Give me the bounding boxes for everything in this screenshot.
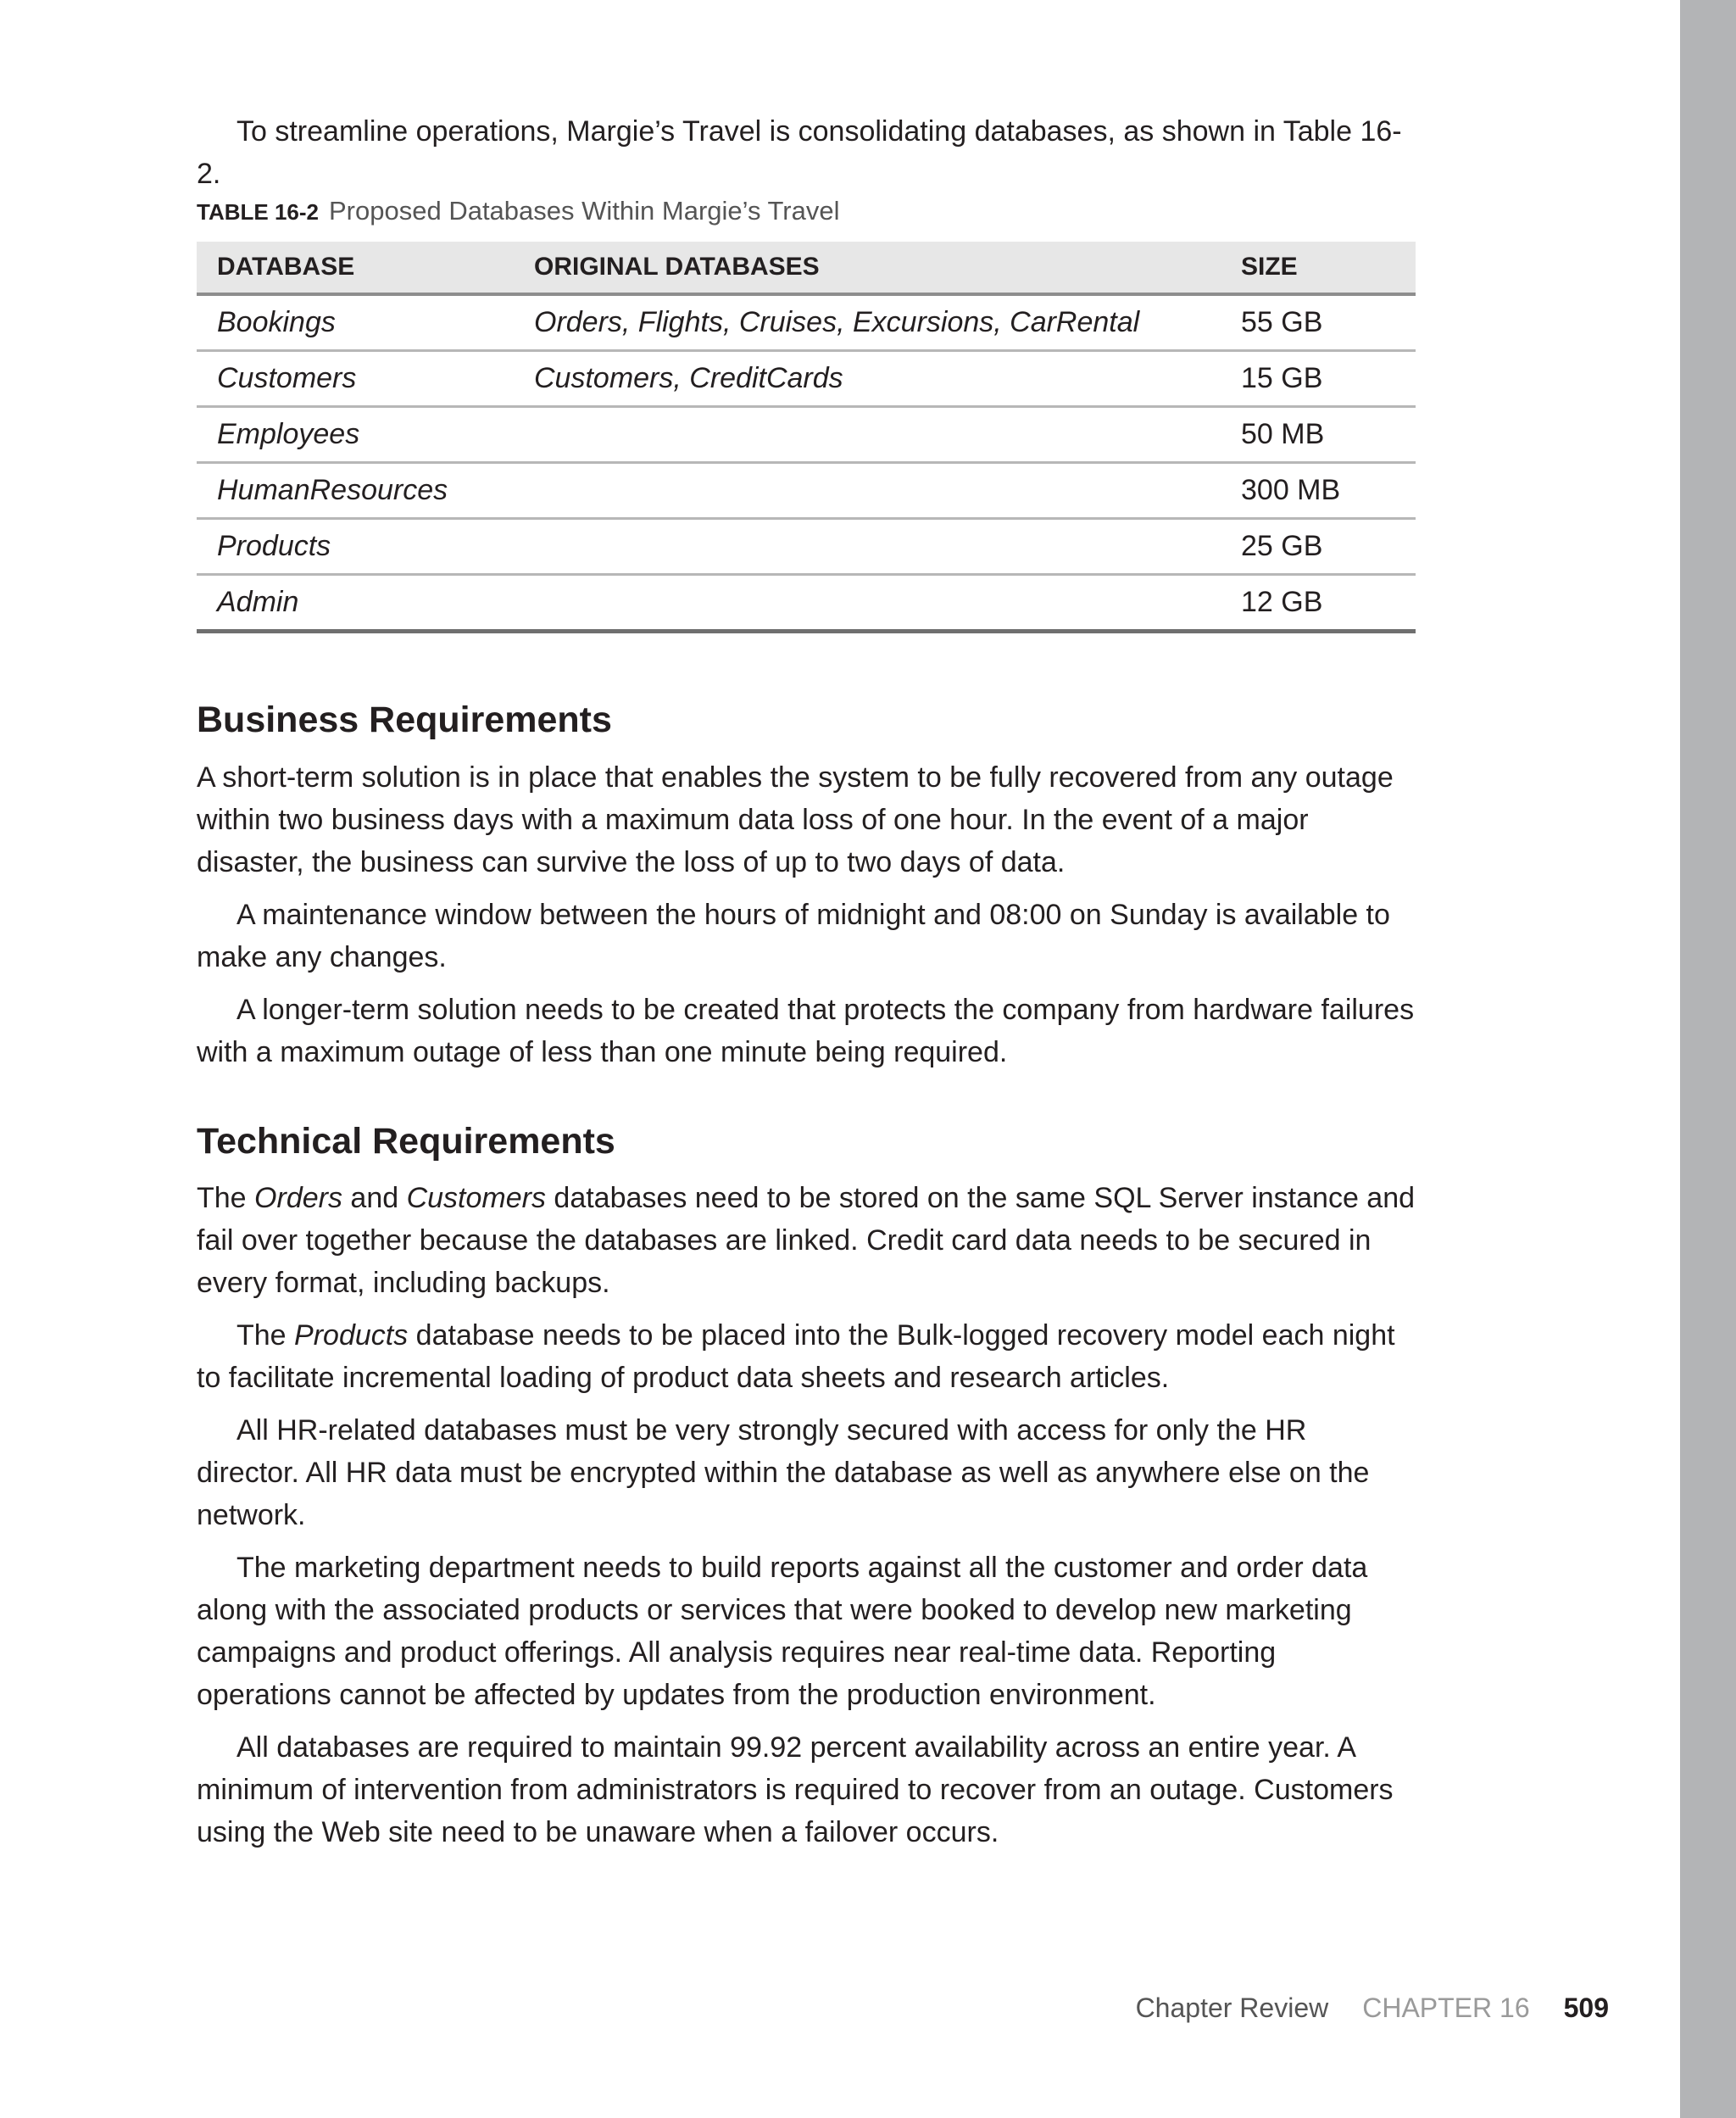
- cell-database: Admin: [197, 575, 514, 632]
- business-requirements-section: [197, 756, 1416, 1073]
- business-requirements-heading: Business Requirements: [197, 699, 612, 740]
- cell-size: 55 GB: [1221, 294, 1416, 351]
- page-edge-bar: [1680, 0, 1736, 2118]
- cell-database: Products: [197, 519, 514, 575]
- technical-requirements-section: [197, 1177, 1416, 1853]
- footer-section: Chapter Review: [1135, 1993, 1329, 2023]
- text-run: The: [197, 1182, 255, 1214]
- table-row: [197, 407, 1416, 463]
- header-original-databases: ORIGINAL DATABASES: [514, 242, 1221, 294]
- table-number: TABLE 16-2: [197, 199, 319, 225]
- table-header-row: [197, 242, 1416, 294]
- business-paragraph-1: A short-term solution is in place that enables the system to be fully recovered from any outage within two business days with a maximum data loss of one hour. In the event of a major disaster, the business can survive the loss of up to two days of data.: [197, 761, 1394, 878]
- text-run: and: [342, 1182, 407, 1214]
- business-paragraph-3: A longer-term solution needs to be created that protects the company from hardware failures with a maximum outage of less than one minute being required.: [197, 994, 1415, 1068]
- cell-size: 12 GB: [1221, 575, 1416, 632]
- business-paragraph-2: A maintenance window between the hours of midnight and 08:00 on Sunday is available to make any changes.: [197, 899, 1390, 973]
- table-row: [197, 351, 1416, 407]
- cell-original-databases: [514, 463, 1221, 519]
- cell-size: 300 MB: [1221, 463, 1416, 519]
- cell-original-databases: [514, 575, 1221, 632]
- cell-size: 50 MB: [1221, 407, 1416, 463]
- cell-database: HumanResources: [197, 463, 514, 519]
- cell-original-databases: Orders, Flights, Cruises, Excursions, CarRental: [514, 294, 1221, 351]
- cell-original-databases: [514, 519, 1221, 575]
- cell-original-databases: [514, 407, 1221, 463]
- cell-database: Customers: [197, 351, 514, 407]
- table-row: [197, 519, 1416, 575]
- orders-db-name: Orders: [254, 1182, 342, 1214]
- cell-size: 15 GB: [1221, 351, 1416, 407]
- technical-paragraph-5: All databases are required to maintain 99.92 percent availability across an entire year. A minimum of intervention from administrators is required to recover from an outage. Customers using the Web site need to be unaware when a failover occurs.: [197, 1731, 1394, 1848]
- cell-database: Employees: [197, 407, 514, 463]
- technical-paragraph-1: [197, 1177, 1416, 1304]
- cell-database: Bookings: [197, 294, 514, 351]
- products-db-name: Products: [294, 1319, 409, 1352]
- header-size: SIZE: [1221, 242, 1416, 294]
- footer-chapter: CHAPTER 16: [1362, 1993, 1530, 2023]
- table-caption: [197, 196, 840, 226]
- technical-paragraph-2: [197, 1314, 1416, 1399]
- databases-table: [197, 242, 1416, 633]
- intro-paragraph: To streamline operations, Margie’s Travel is consolidating databases, as shown in Table 16-2.: [197, 115, 1402, 190]
- table-row: [197, 463, 1416, 519]
- customers-db-name: Customers: [406, 1182, 546, 1214]
- table-title: Proposed Databases Within Margie’s Travel: [329, 196, 840, 226]
- cell-size: 25 GB: [1221, 519, 1416, 575]
- text-run: database needs to be placed into the Bulk-logged recovery model each night to facilitate incremental loading of product data sheets and research articles.: [197, 1319, 1395, 1394]
- text-run: The: [236, 1319, 295, 1352]
- table-row: [197, 575, 1416, 632]
- technical-requirements-heading: Technical Requirements: [197, 1121, 615, 1162]
- technical-paragraph-3: All HR-related databases must be very strongly secured with access for only the HR director. All HR data must be encrypted within the database as well as anywhere else on the network.: [197, 1414, 1370, 1531]
- page-footer: [1136, 1993, 1609, 2024]
- table-row: [197, 294, 1416, 351]
- technical-paragraph-4: The marketing department needs to build reports against all the customer and order data along with the associated products or services that were booked to develop new marketing campaigns and product offerings. All analysis requires near real-time data. Reporting operations cannot be affected by updates from the production environment.: [197, 1552, 1368, 1711]
- header-database: DATABASE: [197, 242, 514, 294]
- page-number: 509: [1563, 1993, 1609, 2023]
- text-run: databases need to be stored on the same SQL Server instance and fail over together because the databases are linked. Credit card data needs to be secured in every format, including backups.: [197, 1182, 1416, 1299]
- cell-original-databases: Customers, CreditCards: [514, 351, 1221, 407]
